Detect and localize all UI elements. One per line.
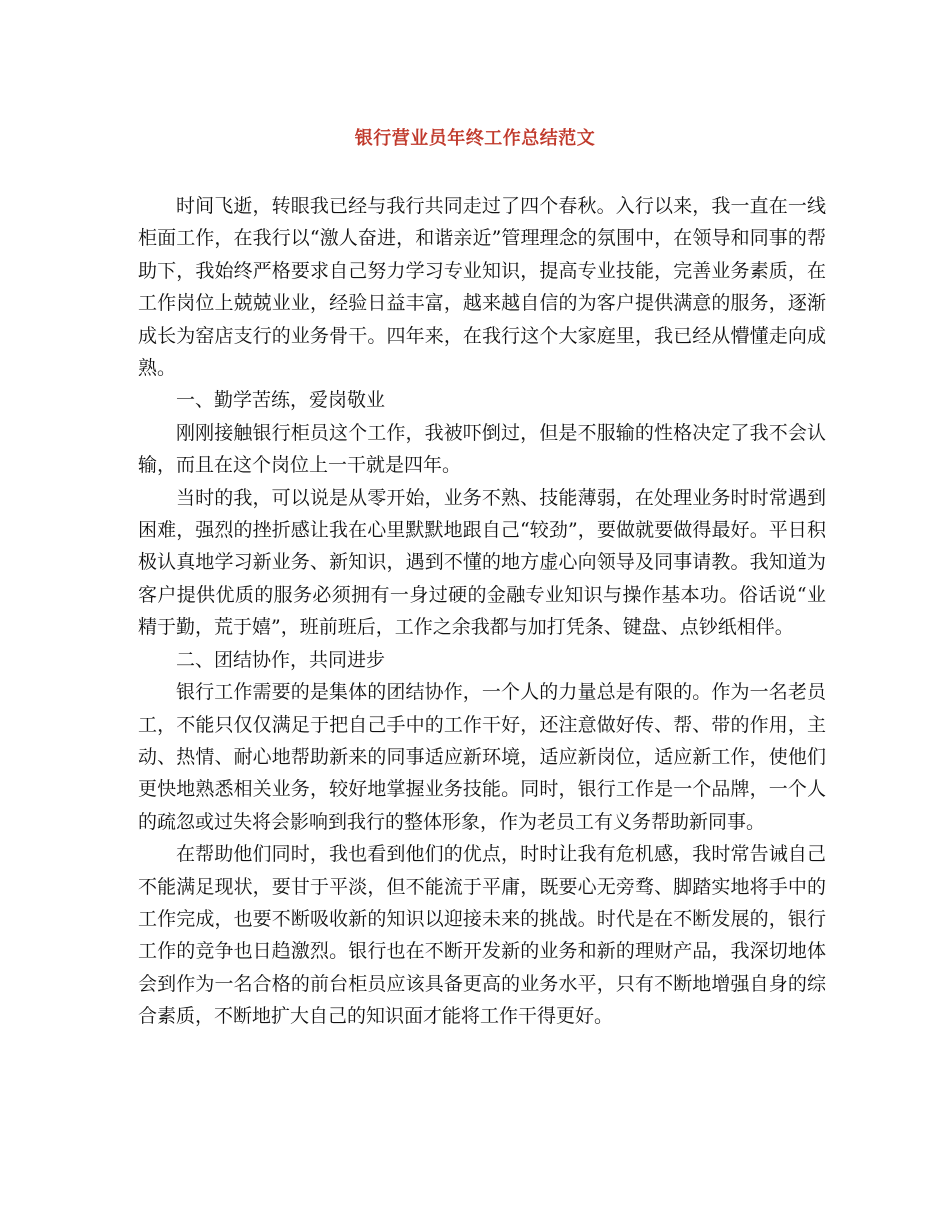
document-title: 银行营业员年终工作总结范文 [354,128,596,149]
paragraph: 银行工作需要的是集体的团结协作，一个人的力量总是有限的。作为一名老员工，不能只仅仅满足于把自己手中的工作干好，还注意做好传、帮、带的作用，主动、热情、耐心地帮助新来的同事适应新环境，适应新岗位，适应新工作，使他们更快地熟悉相关业务，较好地掌握业务技能。同时，银行工作是一个品牌，一个人的疏忽或过失将会影响到我行的整体形象，作为老员工有义务帮助新同事。 [138,681,826,833]
section-heading-2: 二、团结协作，共同进步 [176,648,386,671]
paragraph: 当时的我，可以说是从零开始，业务不熟、技能薄弱，在处理业务时时常遇到困难，强烈的挫折感让我在心里默默地跟自己“较劲”，要做就要做得最好。平日积极认真地学习新业务、新知识，遇到不懂的地方虚心向领导及同事请教。我知道为客户提供优质的服务必须拥有一身过硬的金融专业知识与操作基本功。俗话说“业精于勤，荒于嬉”，班前班后，工作之余我都与加打凭条、键盘、点钞纸相伴。 [138,486,826,639]
section-heading-1: 一、勤学苦练，爱岗敬业 [176,389,386,412]
document-body [138,190,826,1033]
paragraph-intro: 时间飞逝，转眼我已经与我行共同走过了四个春秋。入行以来，我一直在一线柜面工作，在我行以“激人奋进，和谐亲近”管理理念的氛围中，在领导和同事的帮助下，我始终严格要求自己努力学习专业知识，提高专业技能，完善业务素质，在工作岗位上兢兢业业，经验日益丰富，越来越自信的为客户提供满意的服务，逐渐成长为窑店支行的业务骨干。四年来，在我行这个大家庭里，我已经从懵懂走向成熟。 [138,195,826,380]
paragraph: 在帮助他们同时，我也看到他们的优点，时时让我有危机感，我时常告诫自己不能满足现状，要甘于平淡，但不能流于平庸，既要心无旁骛、脚踏实地将手中的工作完成，也要不断吸收新的知识以迎接未来的挑战。时代是在不断发展的，银行工作的竞争也日趋激烈。银行也在不断开发新的业务和新的理财产品，我深切地体会到作为一名合格的前台柜员应该具备更高的业务水平，只有不断地增强自身的综合素质，不断地扩大自己的知识面才能将工作干得更好。 [138,843,826,1028]
paragraph: 刚刚接触银行柜员这个工作，我被吓倒过，但是不服输的性格决定了我不会认输，而且在这个岗位上一干就是四年。 [138,421,826,477]
